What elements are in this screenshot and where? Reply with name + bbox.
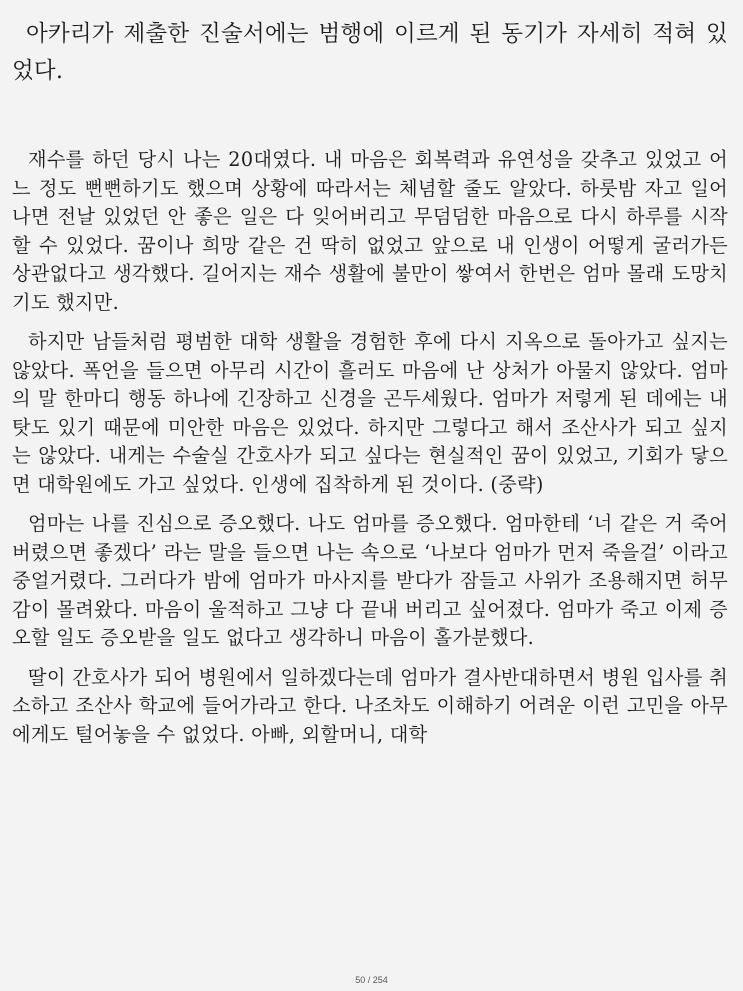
statement-paragraph-4: 딸이 간호사가 되어 병원에서 일하겠다는데 엄마가 결사반대하면서 병원 입사를 취소하고 조산사 학교에 들어가라고 한다. 나조차도 이해하기 어려운 이런 고민을 아무에게도 털어놓을 수 없었다. 아빠, 외할머니, 대학 (12, 665, 728, 746)
intro-paragraph: 아카리가 제출한 진술서에는 범행에 이르게 된 동기가 자세히 적혀 있었다. (12, 21, 728, 84)
statement-paragraph-3: 엄마는 나를 진심으로 증오했다. 나도 엄마를 증오했다. 엄마한테 ‘너 같은 거 죽어 버렸으면 좋겠다’ 라는 말을 들으면 나는 속으로 ‘나보다 엄마가 먼저 죽을걸’ 이라고 중얼거렸다. 그러다가 밤에 엄마가 마사지를 받다가 잠들고 사위가 조용해지면 허무감이 몰려왔다. 마음이 울적하고 그냥 다 끝내 버리고 싶어졌다. 엄마가 죽고 이제 증오할 일도 증오받을 일도 없다고 생각하니 마음이 홀가분했다. (12, 512, 728, 649)
page-number: 50 / 254 (355, 975, 388, 985)
statement-paragraph-1: 재수를 하던 당시 나는 20대였다. 내 마음은 회복력과 유연성을 갖추고 있었고 어느 정도 뻔뻔하기도 했으며 상황에 따라서는 체념할 줄도 알았다. 하룻밤 자고 일어나면 전날 있었던 안 좋은 일은 다 잊어버리고 무덤덤한 마음으로 다시 하루를 시작할 수 있었다. 꿈이나 희망 같은 건 딱히 없었고 앞으로 내 인생이 어떻게 굴러가든 상관없다고 생각했다. 길어지는 재수 생활에 불만이 쌓여서 한번은 엄마 몰래 도망치기도 했지만. (12, 148, 728, 314)
statement-excerpt (12, 146, 728, 760)
statement-paragraph-2: 하지만 남들처럼 평범한 대학 생활을 경험한 후에 다시 지옥으로 돌아가고 싶지는 않았다. 폭언을 들으면 아무리 시간이 흘러도 마음에 난 상처가 아물지 않았다. 엄마의 말 한마디 행동 하나에 긴장하고 신경을 곤두세웠다. 엄마가 저렇게 된 데에는 내 탓도 있기 때문에 미안한 마음은 있었다. 하지만 그렇다고 해서 조산사가 되고 싶지는 않았다. 내게는 수술실 간호사가 되고 싶다는 현실적인 꿈이 있었고, 기회가 닿으면 대학원에도 가고 싶었다. 인생에 집착하게 된 것이다. (중략) (12, 330, 728, 496)
